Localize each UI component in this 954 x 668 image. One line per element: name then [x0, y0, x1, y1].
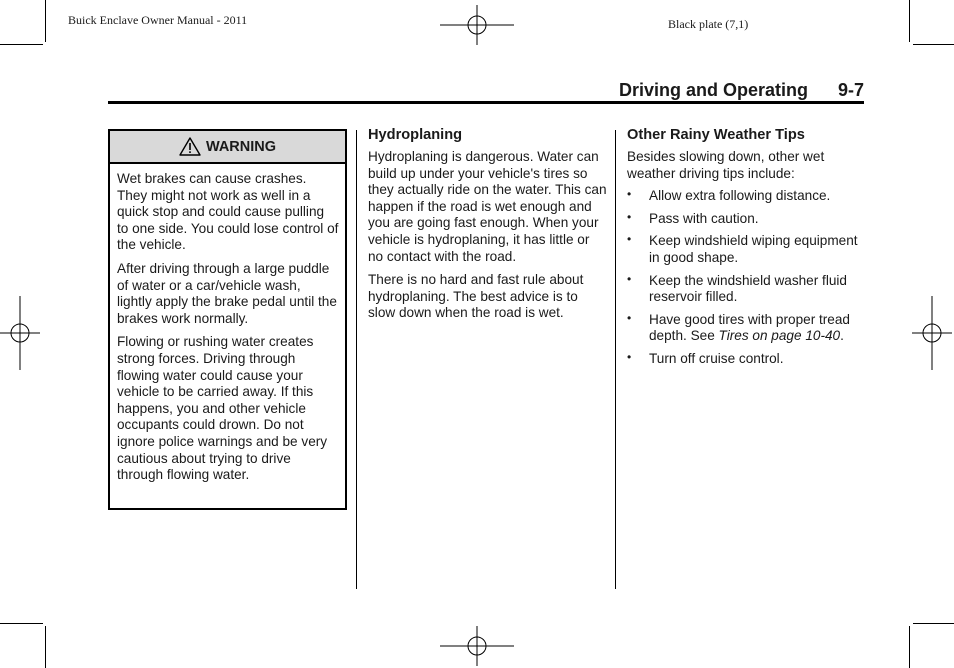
list-item [627, 233, 867, 266]
section-title: Driving and Operating [618, 80, 808, 100]
running-head [108, 80, 864, 102]
list-item [627, 351, 867, 368]
section-heading: Other Rainy Weather Tips [627, 127, 805, 143]
bullet-icon: • [627, 310, 632, 325]
list-item [627, 211, 867, 228]
bullet-icon: • [627, 232, 632, 247]
crop-mark [0, 44, 43, 45]
warning-paragraph: Wet brakes can cause crashes. They might not work as well in a quick stop and could cause pulling to one side. You could lose control of the vehicle. [117, 171, 339, 253]
tips-list [627, 188, 867, 367]
warning-header [110, 131, 345, 164]
crop-mark [0, 623, 43, 624]
crop-mark [913, 623, 954, 624]
list-item-text: Keep windshield wiping equipment in good shape. [649, 233, 858, 265]
rainy-tips-section [627, 127, 867, 374]
registration-mark-icon [0, 296, 40, 370]
warning-box [108, 129, 347, 510]
header-rule [108, 101, 864, 104]
warning-paragraph: After driving through a large puddle of water or a car/vehicle wash, lightly apply the brake pedal until the brakes work normally. [117, 260, 337, 326]
section-heading: Hydroplaning [368, 127, 463, 143]
cross-reference-link[interactable]: Tires on page 10-40 [718, 328, 841, 344]
warning-body [110, 164, 345, 484]
list-item [627, 273, 867, 306]
bullet-icon: • [627, 349, 632, 364]
warning-heading: WARNING [205, 138, 277, 155]
cross-reference-suffix: . [840, 328, 844, 344]
bullet-icon: • [627, 271, 632, 286]
registration-mark-icon [440, 5, 514, 45]
list-item-text: Pass with caution. [649, 210, 759, 226]
bullet-icon: • [627, 187, 632, 202]
list-item-text: Turn off cruise control. [649, 350, 784, 366]
list-item [627, 188, 867, 205]
registration-mark-icon [440, 626, 514, 666]
intro-paragraph: Besides slowing down, other wet weather driving tips include: [627, 149, 825, 181]
crop-mark [909, 626, 910, 668]
list-item-text: Have good tires with proper tread depth. See [649, 311, 850, 344]
manual-title: Buick Enclave Owner Manual - 2011 [68, 13, 248, 27]
crop-mark [909, 0, 910, 42]
crop-mark [45, 0, 46, 42]
list-item-text: Keep the windshield washer fluid reservoir filled. [649, 272, 847, 305]
bullet-icon: • [627, 209, 632, 224]
warning-triangle-icon [179, 137, 201, 156]
paragraph: There is no hard and fast rule about hydroplaning. The best advice is to slow down when the road is wet. [368, 272, 584, 321]
list-item [627, 312, 867, 345]
list-item-text: Allow extra following distance. [649, 188, 831, 204]
paragraph: Hydroplaning is dangerous. Water can build up under your vehicle's tires so they actually ride on the water. This can happen if the road is wet enough and you are going fast enough. When your vehicle is hydroplaning, it has little or no contact with the road. [368, 149, 607, 264]
column-divider [615, 130, 616, 589]
column-divider [356, 130, 357, 589]
crop-mark [45, 626, 46, 668]
warning-paragraph: Flowing or rushing water creates strong forces. Driving through flowing water could cause your vehicle to be carried away. If this happens, you and other vehicle occupants could drown. Do not ignore police warnings and be very cautious about trying to drive through flowing water. [117, 334, 328, 483]
hydroplaning-section [368, 127, 608, 329]
registration-mark-icon [912, 296, 952, 370]
crop-mark [913, 44, 954, 45]
page-number: 9-7 [837, 80, 864, 100]
plate-label: Black plate (7,1) [668, 17, 749, 31]
